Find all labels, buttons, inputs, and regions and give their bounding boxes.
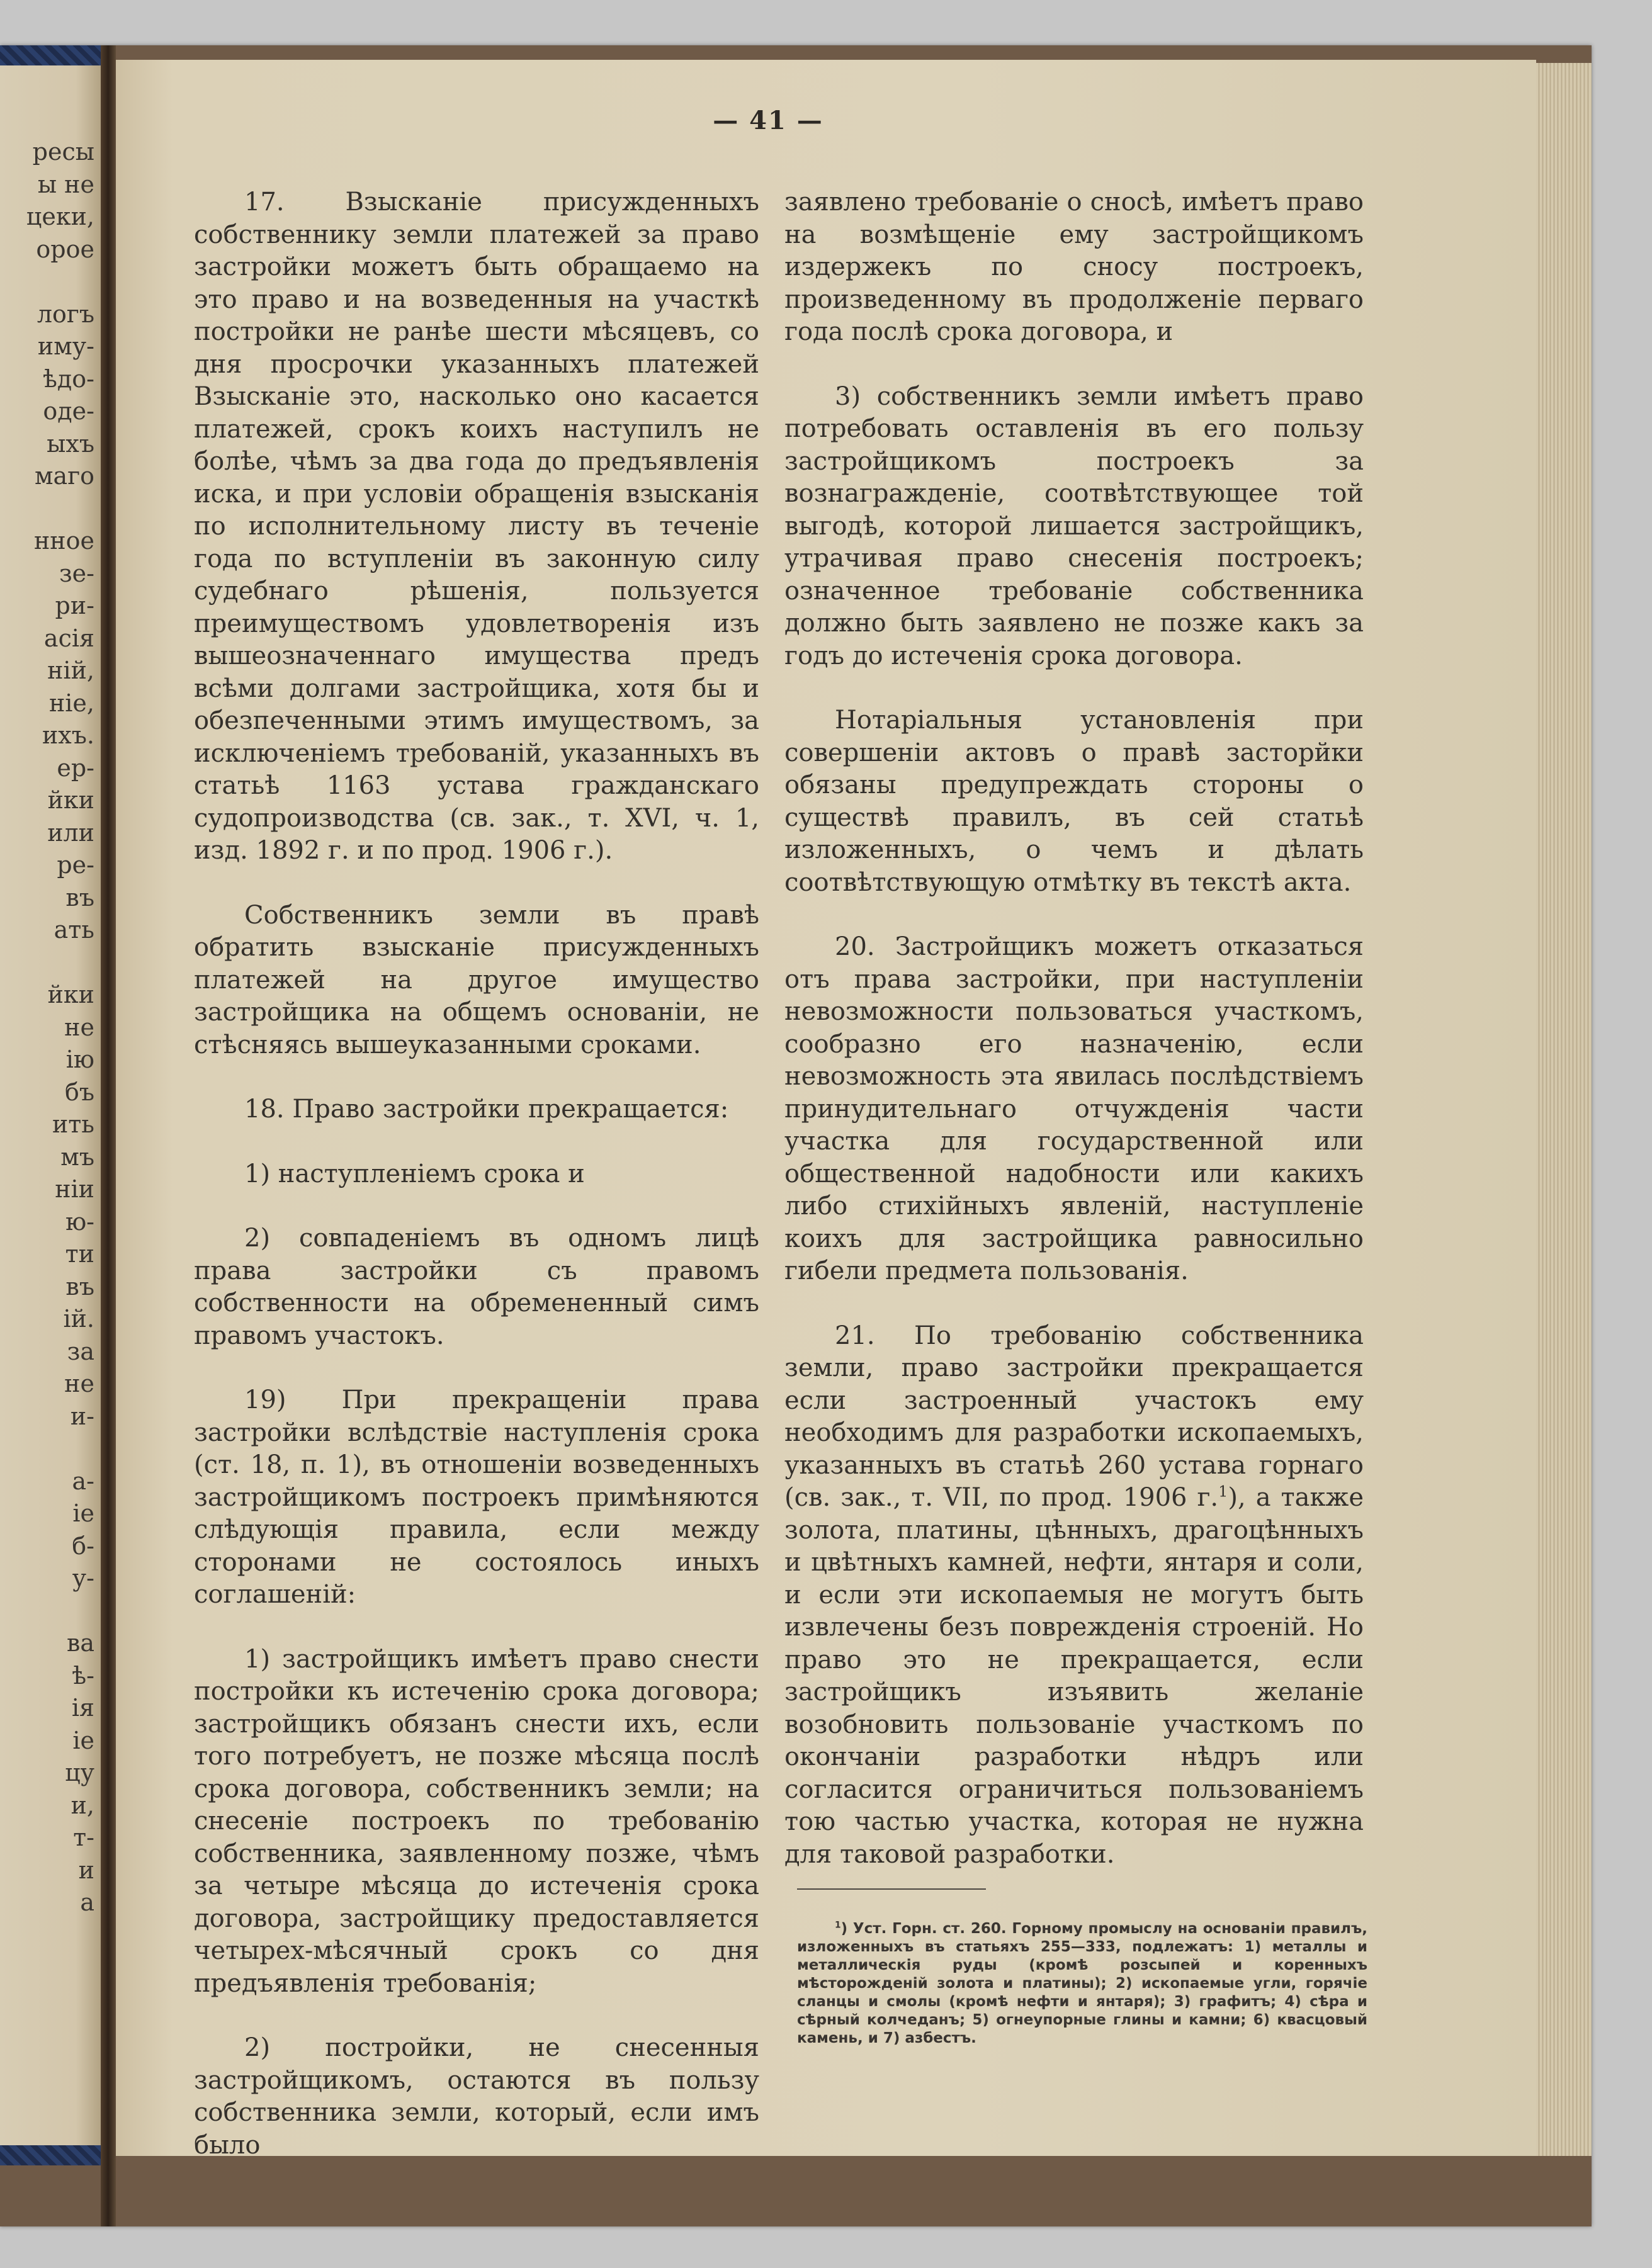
left-page-fragment: б- <box>72 1532 94 1560</box>
footnote-marker: 1 <box>835 1920 841 1931</box>
left-page-fragment: или <box>47 818 94 847</box>
article-21-part-1: 21. По требованію собственника земли, право застройки прекращается если застроенный участокъ ему необходимъ для разработки ископаемыхъ, указанныхъ въ статьѣ 260 устава горнаго (св. зак., т. VII, по прод. 1906 г. <box>784 1321 1364 1512</box>
left-page-fragment: въ <box>65 883 94 911</box>
article-19-notary-paragraph: Нотаріальныя установленія при совершеніи актовъ о правѣ засторйки обязаны предупреждать стороны о существѣ правилъ, въ сей статьѣ изложенныхъ, о чемъ и дѣлать соотвѣтствующую отмѣтку въ текстѣ акта. <box>784 706 1364 897</box>
left-page-fragment: йки <box>47 786 94 814</box>
left-page-fragment: ній, <box>47 657 94 684</box>
left-page-fragment: ію <box>65 1046 94 1073</box>
article-19-item-1: 1) застройщикъ имѣетъ право снести постройки къ истеченію срока договора; застройщикъ обязанъ снести ихъ, если того потребуетъ, не позже мѣсяца послѣ срока договора, собственникъ земли; на снесеніе построекъ по требованію собственника, заявленному позже, чѣмъ за четыре мѣсяца до истеченія срока договора, застройщику предоставляется четырех-мѣсячный срокъ со дня предъявленія требованія; <box>194 1644 759 1998</box>
left-page-fragment: ер- <box>57 753 94 782</box>
left-page-fragment: ить <box>52 1110 94 1138</box>
article-18-item-1: 1) наступленіемъ срока и <box>244 1159 585 1188</box>
left-page-fragment: ти <box>65 1240 94 1268</box>
left-page-fragment: ы не <box>37 170 94 198</box>
left-page-fragment: а- <box>72 1467 94 1495</box>
left-page-fragment: нное <box>33 527 94 555</box>
left-page-fragment: не <box>64 1013 94 1041</box>
left-page-fragment: оде- <box>43 397 94 425</box>
left-page-fragment: и <box>78 1856 94 1884</box>
left-page-fragment: и, <box>71 1791 94 1819</box>
footnote-reference: 1 <box>1218 1482 1228 1501</box>
left-page-fragment: ва <box>66 1629 94 1657</box>
article-17: 17. Взысканіе присужденныхъ собственнику земли платежей за право застройки можетъ быть обращаемо на это право и на возведенныя на участкѣ постройки не ранѣе шести мѣсяцевъ, со дня просрочки указанныхъ платежей Взысканіе это, насколько оно касается платежей, срокъ коихъ наступилъ не болѣе, чѣмъ за два года до предъявленія иска, и при условіи обращенія взысканія по исполнительному листу въ теченіе года по вступленіи въ законную силу судебнаго рѣшенія, пользуется преимуществомъ удовлетворенія изъ вышеозначеннаго имущества предъ всѣми долгами застройщика, хотя бы и обезпеченными этимъ имуществомъ, за исключеніемъ требованій, указанныхъ въ статьѣ 1163 устава гражданскаго судопроизводства (св. зак., т. XVI, ч. 1, изд. 1892 г. и по прод. 1906 г.). <box>194 188 759 865</box>
left-page-fragment: за <box>67 1337 94 1365</box>
left-page-fragment: орое <box>36 235 94 263</box>
left-page-fragment: не <box>64 1370 94 1397</box>
left-page-fragment: цеки, <box>26 203 94 230</box>
left-page-fragment: ніи <box>55 1175 94 1203</box>
footnote <box>797 1920 1367 2048</box>
left-page-fragment: ніе, <box>48 689 94 717</box>
article-18-item-2: 2) совпаденіемъ въ одномъ лицѣ права застройки съ правомъ собственности на обремененный симъ правомъ участокъ. <box>194 1224 759 1350</box>
left-page-fragment: мъ <box>60 1142 94 1171</box>
binding-band-bottom <box>0 2145 108 2165</box>
left-page-fragment: иму- <box>37 332 94 360</box>
left-page-fragment: ѣдо- <box>42 364 94 393</box>
article-19-item-2: 2) постройки, не снесенныя застройщикомъ, остаются въ пользу собственника земли, который, если имъ было <box>194 2033 759 2160</box>
left-page-fragment: ресы <box>32 138 94 166</box>
article-17-paragraph-2: Собственникъ земли въ правѣ обратить взысканіе присужденныхъ платежей на другое имущество застройщика на общемъ основаніи, не стѣсняясь вышеуказанными сроками. <box>194 900 759 1059</box>
left-page-fragment: ій. <box>63 1305 94 1333</box>
left-page-fragment: ю- <box>65 1207 94 1236</box>
left-page-fragment: а <box>80 1888 94 1916</box>
left-page-fragment: ѣ- <box>72 1661 94 1690</box>
article-19-item-2-continued: заявлено требованіе о сносѣ, имѣетъ право на возмѣщеніе ему застройщикомъ издержекъ по сносу построекъ, произведенному въ продолженіе перваго года послѣ срока договора, и <box>784 188 1364 346</box>
left-page-fragment: ихъ. <box>42 721 94 749</box>
left-page-fragment: ре- <box>57 851 94 879</box>
page-number: — 41 — <box>713 106 823 135</box>
left-page-fragment: зе- <box>59 559 94 587</box>
footnote-text: ) Уст. Горн. ст. 260. Горному промыслу на основаніи правилъ, изложенныхъ въ статьяхъ 255—333, подлежатъ: 1) металлы и металлическія руды (кромѣ розсыпей и коренныхъ мѣсторожденій золота и платины); 2) ископаемые угли, горячіе сланцы и смолы (кромѣ нефти и янтаря); 3) графитъ; 4) сѣра и сѣрный колчеданъ; 5) огнеупорные глины и камни; 6) квасцовый камень, и 7) азбестъ. <box>797 1921 1367 2046</box>
article-21 <box>784 1320 1364 1871</box>
article-18: 18. Право застройки прекращается: <box>244 1095 729 1124</box>
left-page-fragment: у- <box>72 1564 94 1592</box>
left-page-fragment: ія <box>71 1694 94 1722</box>
article-20: 20. Застройщикъ можетъ отказаться отъ права застройки, при наступленіи невозможности пользоваться участкомъ, сообразно его назначенію, если невозможность эта явилась послѣдствіемъ принудительнаго отчужденія части участка для государственной или общественной надобности или какихъ либо стихійныхъ явленій, наступленіе коихъ для застройщика равносильно гибели предмета пользованія. <box>784 932 1364 1285</box>
left-page-fragment: йки <box>47 981 94 1008</box>
article-19: 19) При прекращеніи права застройки вслѣдствіе наступленія срока (ст. 18, п. 1), въ отношеніи возведенныхъ застройщикомъ построекъ примѣняются слѣдующія правила, если между сторонами не состоялось иныхъ соглашеній: <box>194 1385 759 1609</box>
left-page-fragment: ыхъ <box>47 429 94 458</box>
binding-band-top <box>0 45 108 65</box>
footnote-rule <box>797 1888 986 1890</box>
article-21-part-2: ), а также золота, платины, цѣнныхъ, драгоцѣнныхъ и цвѣтныхъ камней, нефти, янтаря и соли, и если эти ископаемыя не могутъ быть извлечены безъ поврежденія строеній. Но право это не прекращается, если застройщикъ изъявить желаніе возобновить пользованіе участкомъ по окончаніи разработки нѣдръ или согласится ограничиться пользованіемъ тою частью участка, которая не нужна для таковой разработки. <box>784 1483 1364 1869</box>
article-19-item-3: 3) собственникъ земли имѣетъ право потребовать оставленія въ его пользу застройщикомъ построекъ за вознагражденіе, соотвѣтствующее той выгодѣ, которой лишается застройщикъ, утрачивая право снесенія построекъ; означенное требованіе собственника должно быть заявлено не позже какъ за годъ до истеченія срока договора. <box>784 381 1364 670</box>
left-page-fragment: ать <box>54 916 94 944</box>
left-page-fragment: ри- <box>55 592 94 619</box>
left-text-column <box>194 186 759 2162</box>
left-page-fragment: асія <box>43 624 94 652</box>
left-page-fragment: маго <box>35 462 94 490</box>
book-gutter <box>101 45 116 2226</box>
left-page-fragment: цу <box>65 1759 94 1786</box>
left-page-fragment: іе <box>72 1499 94 1527</box>
page-edges <box>1536 63 1592 2156</box>
left-page <box>0 60 108 2165</box>
left-page-fragment: іе <box>72 1726 94 1754</box>
left-page-fragment: въ <box>65 1272 94 1300</box>
left-page-fragment: логъ <box>37 300 94 328</box>
right-text-column <box>784 186 1364 1871</box>
left-page-fragment: и- <box>70 1402 94 1430</box>
left-page-fragment: т- <box>73 1824 94 1851</box>
left-page-fragment: бъ <box>64 1078 94 1106</box>
